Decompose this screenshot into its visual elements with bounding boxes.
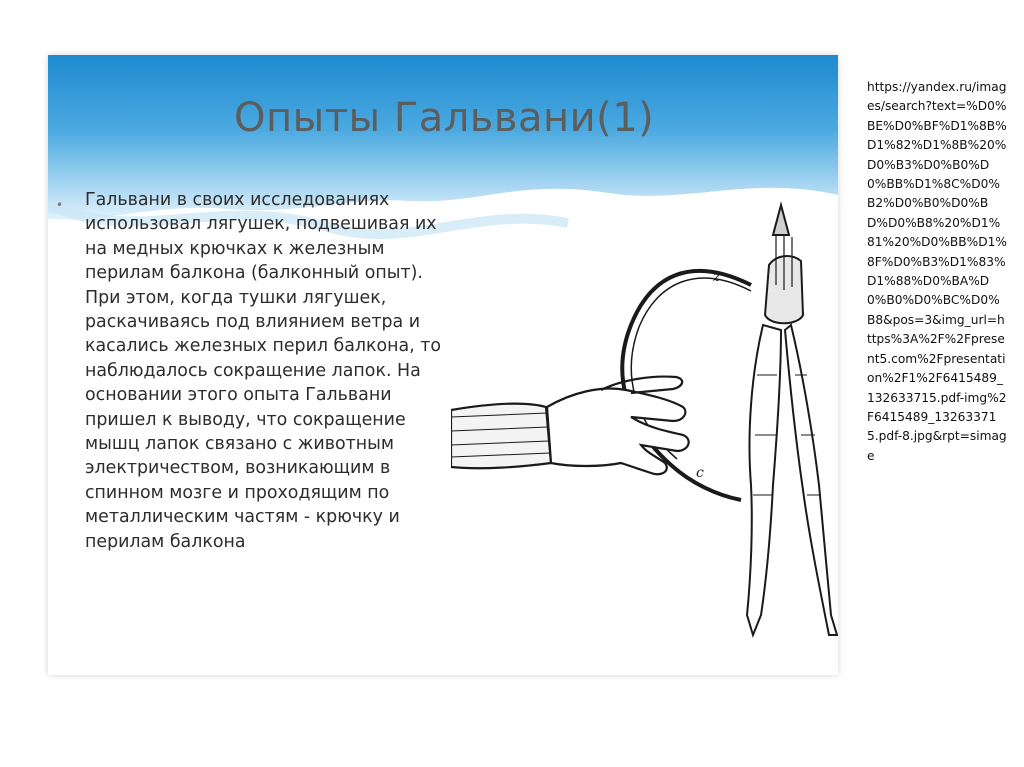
presentation-slide (48, 55, 838, 675)
bullet-marker: • (56, 198, 64, 212)
galvani-frog-experiment-illustration (451, 195, 838, 655)
label-c: c (696, 465, 704, 481)
hand-drawing (451, 377, 689, 475)
source-url-note[interactable]: https://yandex.ru/images/search?text=%D0%BE%D0%BF%D1%8B%D1%82%D1%8B%20%D0%B3%D0%B0%D0%BB%D1%8C%D0%B2%D0%B0%D0%BD%D0%B8%20%D1%81%20%D0%BB%D1%8F%D0%B3%D1%83%D1%88%D0%BA%D0%B0%D0%BC%D0%B8&pos=3&img_url=https%3A%2F%2Fpresent5.com%2Fpresentation%2F1%2F6415489_132633715.pdf-img%2F6415489_132633715.pdf-8.jpg&rpt=simage (867, 80, 1007, 463)
label-z: z (713, 269, 721, 285)
slide-body-text: Гальвани в своих исследованиях использовал лягушек, подвешивая их на медных крючках к железным перилам балкона (балконный опыт). При этом, когда тушки лягушек, раскачиваясь под влиянием ветра и касались железных перил балкона, то наблюдалось сокращение лапок. На основании этого опыта Гальвани пришел к выводу, что сокращение мышц лапок связано с животным электричеством, возникающим в спинном мозге и проходящим по металлическим частям - крючку и перилам балкона (85, 190, 442, 552)
frog-legs-drawing (747, 205, 837, 635)
slide-title: Опыты Гальвани(1) (234, 95, 655, 141)
